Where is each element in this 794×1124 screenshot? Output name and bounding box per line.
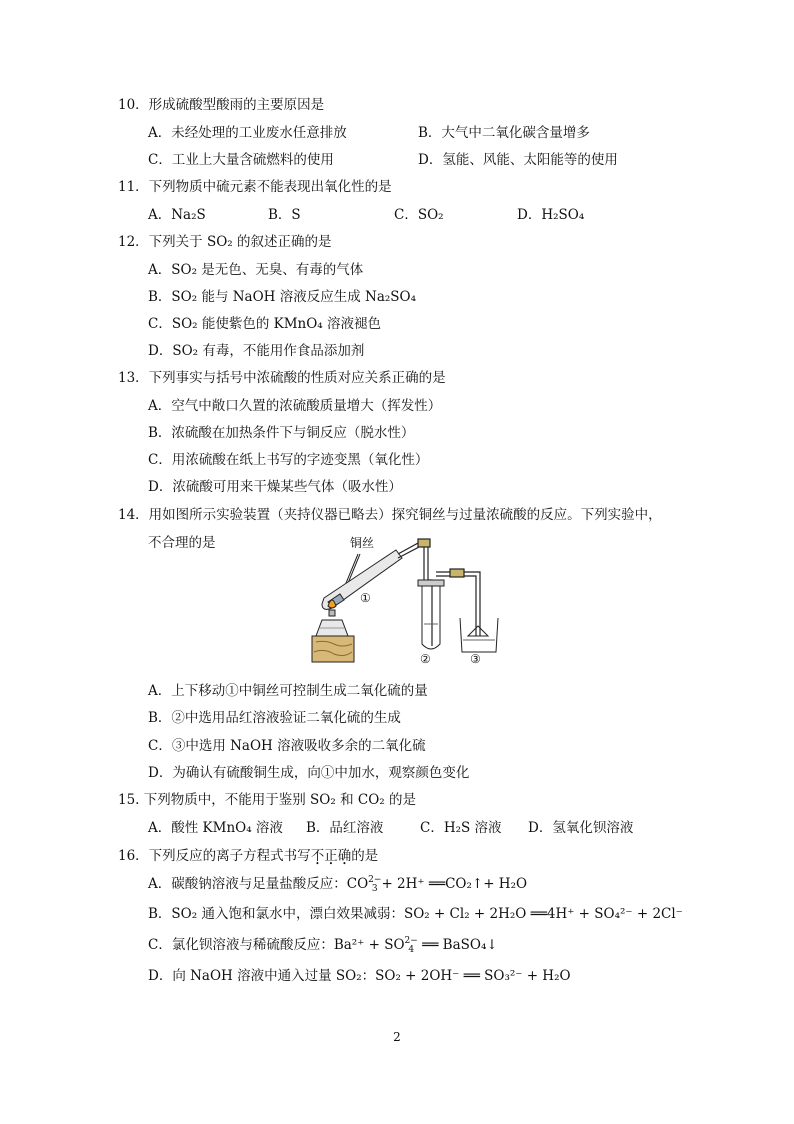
q14-option-a: A．上下移动①中铜丝可控制生成二氧化硫的量 (148, 683, 428, 699)
q16-option-d: D．向 NaOH 溶液中通入过量 SO₂：SO₂ + 2OH⁻ ══ SO₃²⁻ + H₂O (148, 968, 571, 984)
page-number: 2 (393, 1030, 401, 1044)
q12-stem: 12．下列关于 SO₂ 的叙述正确的是 (118, 234, 332, 250)
q10-option-d: D．氢能、风能、太阳能等的使用 (418, 152, 618, 168)
q14-stem-line2: 不合理的是 (148, 535, 216, 551)
q10-stem: 10．形成硫酸型酸雨的主要原因是 (118, 97, 325, 113)
q16-stem-suffix: 的是 (351, 848, 379, 864)
q16-c-text: C．氯化钡溶液与稀硫酸反应：Ba²⁺ + SO (148, 937, 405, 953)
q13-option-a: A．空气中敞口久置的浓硫酸质量增大（挥发性） (148, 398, 442, 414)
emphasis-char-1: 不 (310, 848, 325, 864)
q12-option-a: A．SO₂ 是无色、无臭、有毒的气体 (148, 262, 364, 278)
wooden-block (312, 636, 354, 662)
q14-option-c: C．③中选用 NaOH 溶液吸收多余的二氧化硫 (148, 738, 426, 754)
charge-sup: 2− (368, 874, 382, 885)
q12-option-b: B．SO₂ 能与 NaOH 溶液反应生成 Na₂SO₄ (148, 289, 417, 305)
count-sub: 4 (408, 944, 415, 955)
q11-option-a: A．Na₂S (148, 207, 206, 223)
q15-option-a: A．酸性 KMnO₄ 溶液 (148, 820, 283, 836)
q16-stem (118, 847, 378, 865)
test-tube-2 (418, 580, 444, 649)
q13-option-b: B．浓硫酸在加热条件下与铜反应（脱水性） (148, 425, 415, 441)
apparatus-figure (300, 536, 510, 666)
q16-a-tail: + 2H⁺ ══CO₂↑+ H₂O (381, 876, 528, 892)
figure-label-3: ③ (470, 652, 481, 666)
q11-option-d: D．H₂SO₄ (517, 207, 585, 223)
q13-stem: 13．下列事实与括号中浓硫酸的性质对应关系正确的是 (118, 370, 446, 386)
q13-option-c: C．用浓硫酸在纸上书写的字迹变黑（氧化性） (148, 452, 429, 468)
q15-option-c: C．H₂S 溶液 (420, 820, 502, 836)
figure-label-2: ② (420, 652, 431, 666)
q14-stem-line1: 14．用如图所示实验装置（夹持仪器已略去）探究铜丝与过量浓硫酸的反应。下列实验中， (118, 507, 662, 523)
q10-option-b: B．大气中二氧化碳含量增多 (418, 125, 590, 141)
q10-option-c: C．工业上大量含硫燃料的使用 (148, 152, 334, 168)
q11-option-b: B．S (268, 207, 301, 223)
figure-label-copper-wire: 铜丝 (350, 536, 375, 550)
q12-option-c: C．SO₂ 能使紫色的 KMnO₄ 溶液褪色 (148, 316, 382, 332)
alcohol-lamp (316, 600, 348, 636)
beaker-3 (460, 618, 498, 652)
figure-label-1: ① (360, 591, 371, 605)
q16-c-tail: ══ BaSO₄↓ (417, 937, 498, 953)
emphasis-char-3: 确 (337, 848, 352, 864)
count-sub: 3 (371, 883, 378, 894)
q12-option-d: D．SO₂ 有毒，不能用作食品添加剂 (148, 343, 365, 359)
q14-option-d: D．为确认有硫酸铜生成，向①中加水，观察颜色变化 (148, 765, 470, 781)
q15-option-d: D．氢氧化钡溶液 (528, 820, 634, 836)
q15-stem: 15. 下列物质中，不能用于鉴别 SO₂ 和 CO₂ 的是 (118, 792, 416, 808)
test-tube-1 (322, 550, 402, 609)
q10-option-a: A．未经处理的工业废水任意排放 (148, 125, 347, 141)
q16-option-b: B．SO₂ 通入饱和氯水中，漂白效果减弱：SO₂ + Cl₂ + 2H₂O ══4H⁺ + SO₄²⁻ + 2Cl⁻ (148, 906, 683, 922)
q16-option-c (148, 936, 498, 955)
charge-sup: 2− (404, 935, 418, 946)
q15-option-b: B．品红溶液 (306, 820, 384, 836)
q16-stem-prefix: 16．下列反应的离子方程式书写 (118, 848, 311, 864)
carbonate-charge (368, 876, 381, 894)
q11-option-c: C．SO₂ (394, 207, 444, 223)
emphasis-char-2: 正 (324, 848, 338, 864)
q11-stem: 11．下列物质中硫元素不能表现出氧化性的是 (118, 179, 392, 195)
q14-option-b: B．②中选用品红溶液验证二氧化硫的生成 (148, 710, 401, 726)
q16-a-text: A．碳酸钠溶液与足量盐酸反应：CO (148, 876, 369, 892)
delivery-tube (398, 539, 480, 646)
q16-option-a (148, 875, 527, 894)
q13-option-d: D．浓硫酸可用来干燥某些气体（吸水性） (148, 479, 402, 495)
sulfate-charge (405, 937, 418, 955)
